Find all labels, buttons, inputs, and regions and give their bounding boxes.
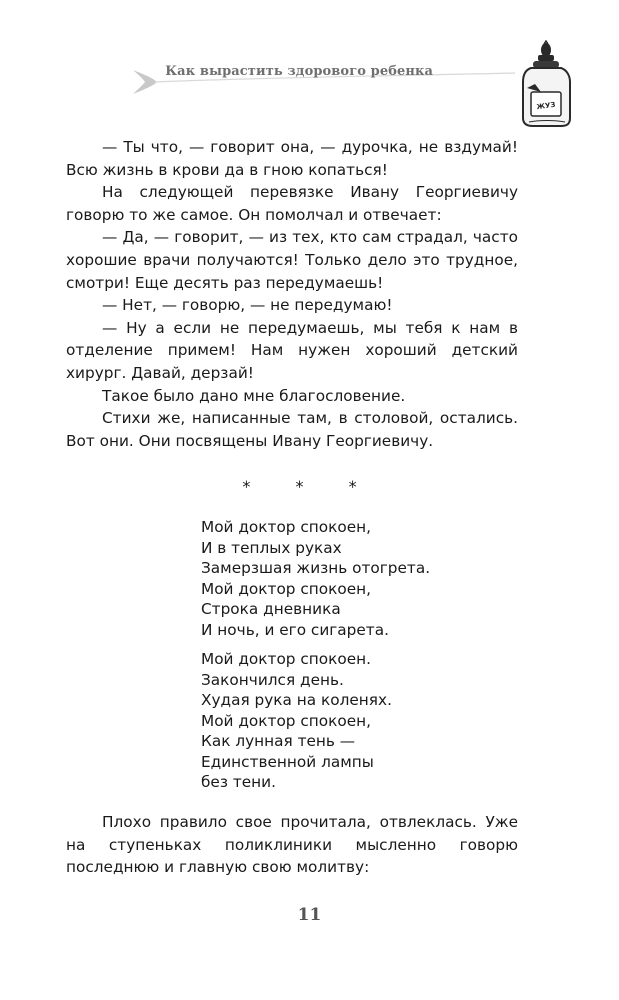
- paragraph: — Да, — говорит, — из тех, кто сам страдал, часто хорошие врачи получаются! Только дело это трудное, смотри! Еще десять раз передумаешь!: [66, 228, 518, 292]
- jar-label: ЖУЗ: [536, 100, 556, 112]
- poem-line: Как лунная тень —: [201, 732, 356, 750]
- paragraph: — Ну а если не передумаешь, мы тебя к нам в отделение примем! Нам нужен хороший детский хирург. Давай, дерзай!: [66, 318, 518, 382]
- poem-line: без тени.: [201, 773, 276, 791]
- poem-line: И ночь, и его сигарета.: [201, 620, 389, 639]
- poem: [201, 517, 430, 793]
- poem-line: Мой доктор спокоен,: [201, 579, 372, 598]
- paragraph: Такое было дано мне благословение.: [102, 386, 406, 405]
- poem-line: Закончился день.: [201, 670, 344, 689]
- poem-line: Единственной лампы: [201, 752, 374, 771]
- poem-stanza-1: [201, 517, 430, 640]
- running-header: [125, 58, 525, 98]
- poem-line: И в теплых руках: [201, 538, 342, 557]
- jar-illustration: [515, 40, 575, 130]
- page-number: 11: [297, 905, 322, 925]
- poem-line: Строка дневника: [201, 600, 341, 618]
- poem-separator: * * *: [242, 477, 377, 496]
- paragraph: — Нет, — говорю, — не передумаю!: [102, 296, 393, 315]
- poem-line: Мой доктор спокоен,: [201, 518, 372, 536]
- paragraph: — Ты что, — говорит она, — дурочка, не вздумай! Всю жизнь в крови да в гною копаться!: [66, 138, 518, 179]
- jar-icon: [515, 40, 575, 130]
- body-text-top: [66, 136, 518, 452]
- poem-line: Мой доктор спокоен,: [201, 711, 372, 730]
- paragraph: Стихи же, написанные там, в столовой, остались. Вот они. Они посвящены Ивану Георгиевичу.: [66, 409, 518, 450]
- running-title: Как вырастить здорового ребенка: [165, 64, 433, 79]
- body-text-bottom: [66, 811, 518, 879]
- poem-line: Мой доктор спокоен.: [201, 650, 372, 668]
- poem-line: Худая рука на коленях.: [201, 691, 392, 709]
- poem-line: Замерзшая жизнь отогрета.: [201, 559, 431, 577]
- paragraph: Плохо правило свое прочитала, отвлеклась. Уже на ступеньках поликлиники мысленно говорю последнюю и главную свою молитву:: [66, 813, 518, 877]
- poem-stanza-2: [201, 649, 430, 793]
- paragraph: На следующей перевязке Ивану Георгиевичу говорю то же самое. Он помолчал и отвечает:: [66, 183, 518, 224]
